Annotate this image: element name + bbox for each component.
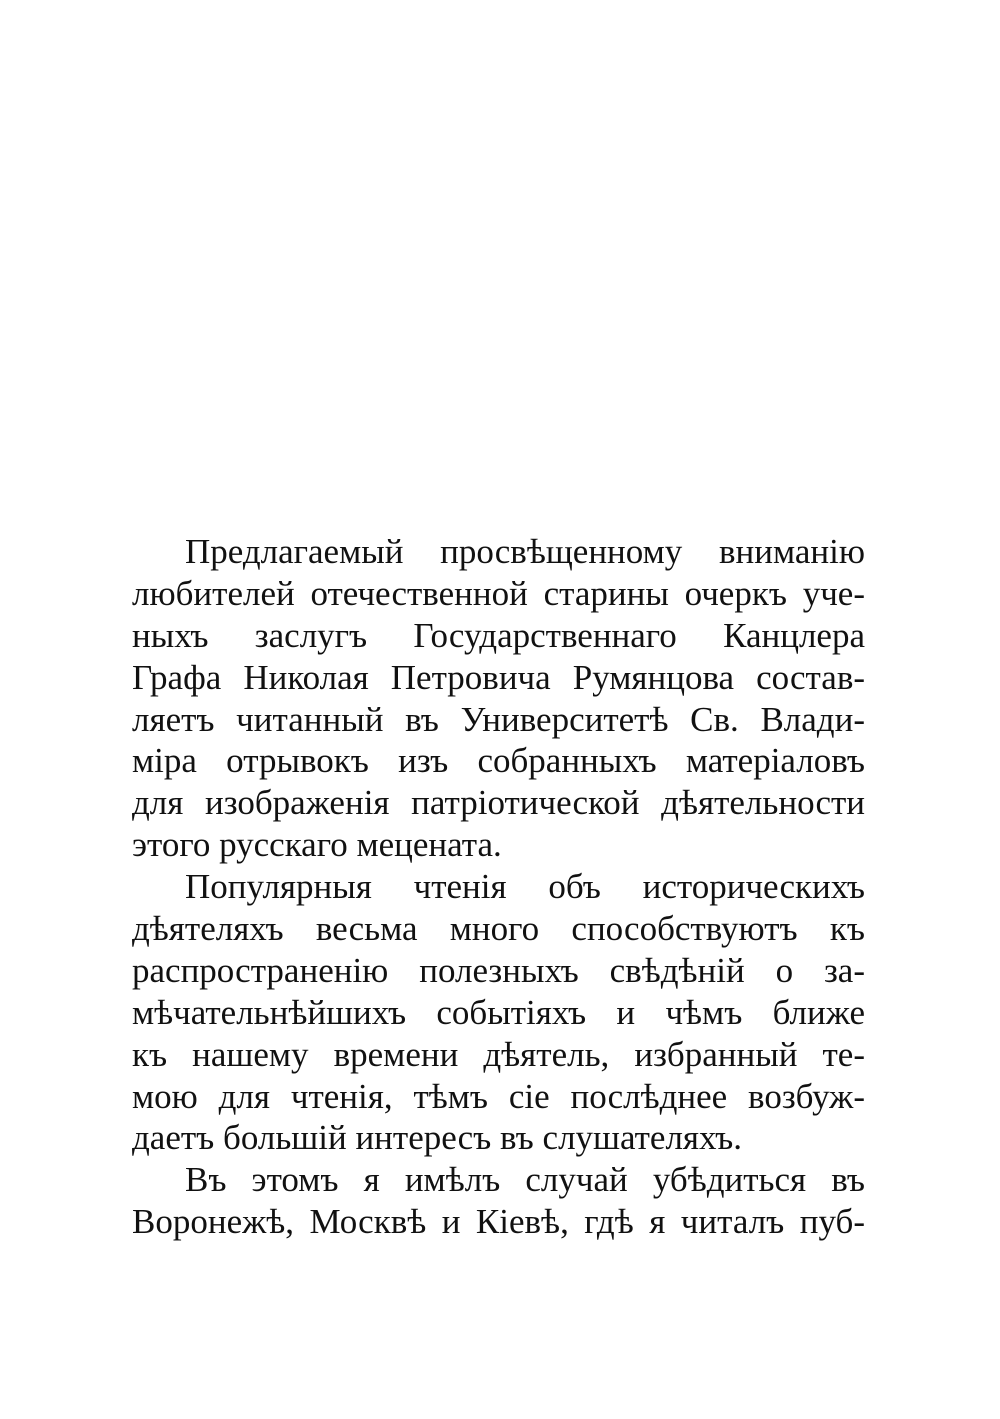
paragraph-3: [132, 1159, 865, 1243]
text-line: даетъ большій интересъ въ слушателяхъ.: [132, 1118, 743, 1158]
text-line: ляетъ читанный въ Университетѣ Св. Влади-: [132, 699, 865, 739]
page-body: [132, 531, 865, 1243]
text-line: для изображенія патріотической дѣятельности: [132, 783, 865, 823]
text-line: любителей отечественной старины очеркъ уче-: [132, 573, 865, 613]
text-line: мѣчательнѣйшихъ событіяхъ и чѣмъ ближе: [132, 992, 865, 1032]
text-line: Графа Николая Петровича Румянцова состав-: [132, 657, 865, 697]
text-line: мою для чтенія, тѣмъ сіе послѣднее возбуж-: [132, 1076, 865, 1116]
text-line: Популярныя чтенія объ историческихъ: [185, 867, 865, 907]
text-line: міра отрывокъ изъ собранныхъ матеріаловъ: [132, 741, 865, 781]
text-line: дѣятеляхъ весьма много способствуютъ къ: [132, 909, 865, 949]
text-line: Предлагаемый просвѣщенному вниманію: [185, 532, 865, 571]
text-line: Въ этомъ я имѣлъ случай убѣдиться въ: [185, 1160, 865, 1200]
paragraph-1: [132, 531, 865, 866]
text-line: этого русскаго мецената.: [132, 825, 502, 865]
paragraph-2: [132, 866, 865, 1159]
text-line: распространенію полезныхъ свѣдѣній о за-: [132, 950, 865, 990]
text-line: Воронежѣ, Москвѣ и Кіевѣ, гдѣ я читалъ пуб-: [132, 1202, 865, 1242]
text-line: ныхъ заслугъ Государственнаго Канцлера: [132, 615, 865, 655]
text-line: къ нашему времени дѣятель, избранный те-: [132, 1034, 865, 1074]
